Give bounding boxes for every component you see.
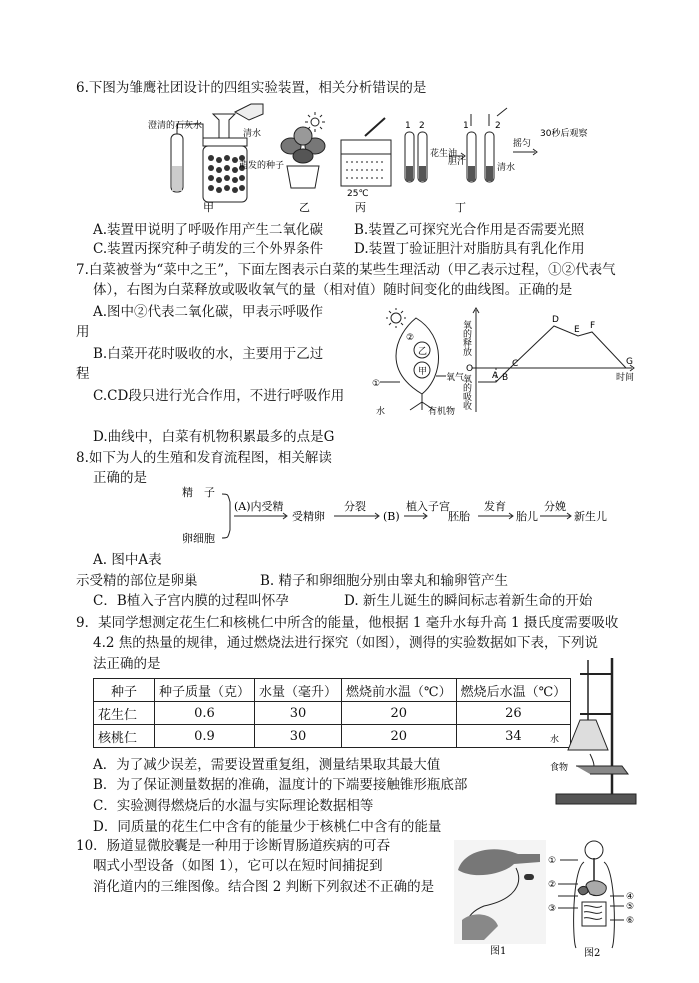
q7-stem-1: 7.白菜被誉为“菜中之王”，下面左图表示白菜的某些生理活动（甲乙表示过程，①②代表气 [76, 262, 616, 278]
point-a: A [492, 371, 499, 381]
table-header: 燃烧前水温（℃） [342, 679, 457, 702]
q9-data-table [93, 678, 571, 748]
label-bing: 丙 [355, 201, 366, 214]
label-gas-1: ① [372, 379, 381, 389]
flow-a: (A)内受精 [234, 500, 284, 513]
q8-stem-1: 8.如下为人的生殖和发育流程图，相关解读 [76, 450, 332, 466]
q10-figure-1 [454, 840, 546, 958]
fig2-label-3: ③ [548, 904, 557, 914]
q7-option-d: D.曲线中，白菜有机物积累最多的点是G [93, 429, 335, 445]
q7-oxygen-curve [461, 306, 638, 416]
flow-fetus: 胎儿 [516, 510, 538, 523]
label-jia-process: 甲 [418, 367, 428, 377]
label-tube2b: 2 [495, 121, 501, 131]
table-header: 燃烧后水温（℃） [456, 679, 571, 702]
q9-option-d: D．同质量的花生仁中含有的能量少于核桃仁中含有的能量 [93, 819, 442, 835]
q10-figure-2 [548, 840, 640, 960]
label-ding: 丁 [455, 201, 466, 214]
q9-apparatus-figure [550, 654, 642, 814]
label-organic: 有机物 [428, 407, 456, 417]
q7-option-b-2: 程 [76, 366, 90, 382]
q7-option-a-1: A.图中②代表二氧化碳，甲表示呼吸作 [93, 304, 324, 320]
label-tube2: 2 [419, 121, 425, 131]
q7-stem-2: 体），右图为白菜释放或吸收氧气的量（相对值）随时间变化的曲线图。正确的是 [93, 282, 573, 298]
q6-stem: 6.下图为雏鹰社团设计的四组实验装置，相关分析错误的是 [76, 80, 427, 96]
flow-zygote: 受精卵 [292, 510, 325, 523]
label-observe: 30秒后观察 [540, 129, 588, 139]
flow-newborn: 新生儿 [574, 510, 607, 523]
q9-option-a: A．为了减少误差，需要设置重复组，测量结果取其最大值 [93, 757, 441, 773]
q7-cabbage-figure [366, 306, 466, 418]
q9-stem-2: 4.2 焦的热量的规律，通过燃烧法进行探究（如图），测得的实验数据如下表，下列说 [93, 635, 599, 651]
fig2-label-5: ⑤ [626, 902, 635, 912]
point-e: E [574, 325, 580, 335]
label-apparatus-food: 食物 [550, 763, 569, 773]
label-tube1: 1 [405, 121, 411, 131]
q6-figure [143, 106, 588, 214]
flow-implant: 植入子宫 [406, 500, 450, 513]
q9-stem-3: 法正确的是 [93, 656, 161, 672]
label-water: 水 [376, 407, 386, 417]
flow-develop: 发育 [484, 500, 506, 513]
q6-option-c: C.装置丙探究种子萌发的三个外界条件 [93, 241, 324, 257]
label-origin: O [466, 364, 474, 374]
q8-option-a-1: A. 图中A表 [93, 552, 162, 568]
label-gas-2: ② [406, 333, 415, 343]
flow-b: (B) [383, 510, 400, 523]
fig2-label-4: ④ [626, 892, 635, 902]
table-cell: 花生仁 [94, 702, 155, 725]
table-cell: 30 [255, 702, 342, 725]
label-jia: 甲 [203, 201, 214, 214]
fig2-label-2: ② [548, 880, 557, 890]
flow-sperm: 精 子 [182, 486, 215, 499]
label-yi-process: 乙 [418, 347, 428, 357]
fig2-label-6: ⑥ [626, 916, 635, 926]
label-shake: 摇匀 [513, 139, 532, 149]
label-bile: 胆汁 [448, 157, 467, 167]
label-apparatus-water: 水 [550, 735, 560, 745]
q9-stem-1: 9．某同学想测定花生仁和核桃仁中所含的能量，他根据 1 毫升水每升高 1 摄氏度需要吸收 [76, 615, 619, 631]
q8-stem-2: 正确的是 [93, 470, 147, 486]
q8-option-c: C．B植入子宫内膜的过程叫怀孕 [93, 593, 289, 609]
table-header: 种子 [94, 679, 155, 702]
q8-option-b: B. 精子和卵细胞分别由睾丸和输卵管产生 [260, 573, 509, 589]
fig1-caption: 图1 [490, 946, 507, 957]
q9-option-c: C．实验测得燃烧后的水温与实际理论数据相等 [93, 798, 374, 814]
apparatus-jia [171, 104, 263, 202]
table-cell: 20 [342, 725, 457, 748]
point-d: D [552, 315, 559, 325]
label-y-absorb: 氧的吸收 [461, 374, 471, 410]
label-sprouting-seeds: 萌发的种子 [239, 161, 285, 171]
flow-egg: 卵细胞 [182, 532, 215, 545]
label-time: 时间 [616, 373, 635, 383]
table-row [94, 702, 571, 725]
table-cell: 0.6 [155, 702, 255, 725]
label-y-release: 氧的释放 [461, 320, 471, 356]
q10-stem-2: 咽式小型设备（如图 1），它可以在短时间捕捉到 [93, 858, 383, 874]
table-cell: 34 [456, 725, 571, 748]
label-temp: 25℃ [347, 189, 369, 199]
q9-option-b: B．为了保证测量数据的准确，温度计的下端要接触锥形瓶底部 [93, 777, 468, 793]
label-limewater: 澄清的石灰水 [148, 121, 203, 131]
q10-stem-3: 消化道内的三维图像。结合图 2 判断下列叙述不正确的是 [93, 879, 435, 895]
q8-option-a-2: 示受精的部位是卵巢 [76, 573, 198, 589]
q6-option-d: D.装置丁验证胆汁对脂肪具有乳化作用 [354, 241, 585, 257]
q8-flowchart [178, 482, 618, 548]
point-g: G [626, 357, 633, 367]
q8-option-d: D. 新生儿诞生的瞬间标志着新生命的开始 [344, 593, 593, 609]
q7-option-c: C.CD段只进行光合作用，不进行呼吸作用 [93, 388, 345, 404]
table-cell: 20 [342, 702, 457, 725]
flow-delivery: 分娩 [544, 500, 566, 513]
label-yi: 乙 [299, 201, 310, 214]
flow-embryo: 胚胎 [448, 510, 470, 523]
fig2-label-1: ① [548, 856, 557, 866]
q6-option-a: A.装置甲说明了呼吸作用产生二氧化碳 [93, 222, 324, 238]
point-b: B [502, 373, 509, 383]
point-c: C [512, 359, 519, 369]
q10-stem-1: 10．肠道显微胶囊是一种用于诊断胃肠道疾病的可吞 [76, 838, 391, 854]
flow-divide: 分裂 [344, 500, 366, 513]
point-f: F [590, 321, 596, 331]
fig2-caption: 图2 [584, 948, 601, 959]
table-header-row [94, 679, 571, 702]
table-cell: 0.9 [155, 725, 255, 748]
table-cell: 30 [255, 725, 342, 748]
label-clear-water: 清水 [243, 129, 262, 139]
label-peanut-oil: 花生油 [430, 149, 458, 159]
table-header: 水量（毫升） [255, 679, 342, 702]
curve-line [478, 326, 628, 382]
label-oxygen: 氧气 [446, 373, 465, 383]
label-tube1b: 1 [463, 121, 469, 131]
table-cell: 26 [456, 702, 571, 725]
apparatus-yi [281, 112, 325, 188]
table-header: 种子质量（克） [155, 679, 255, 702]
q6-option-b: B.装置乙可探究光合作用是否需要光照 [354, 222, 585, 238]
q7-option-a-2: 用 [76, 324, 90, 340]
label-clear-water2: 清水 [497, 163, 516, 173]
table-cell: 核桃仁 [94, 725, 155, 748]
q7-option-b-1: B.白菜开花时吸收的水，主要用于乙过 [93, 346, 324, 362]
apparatus-bing [341, 118, 391, 186]
table-row [94, 725, 571, 748]
